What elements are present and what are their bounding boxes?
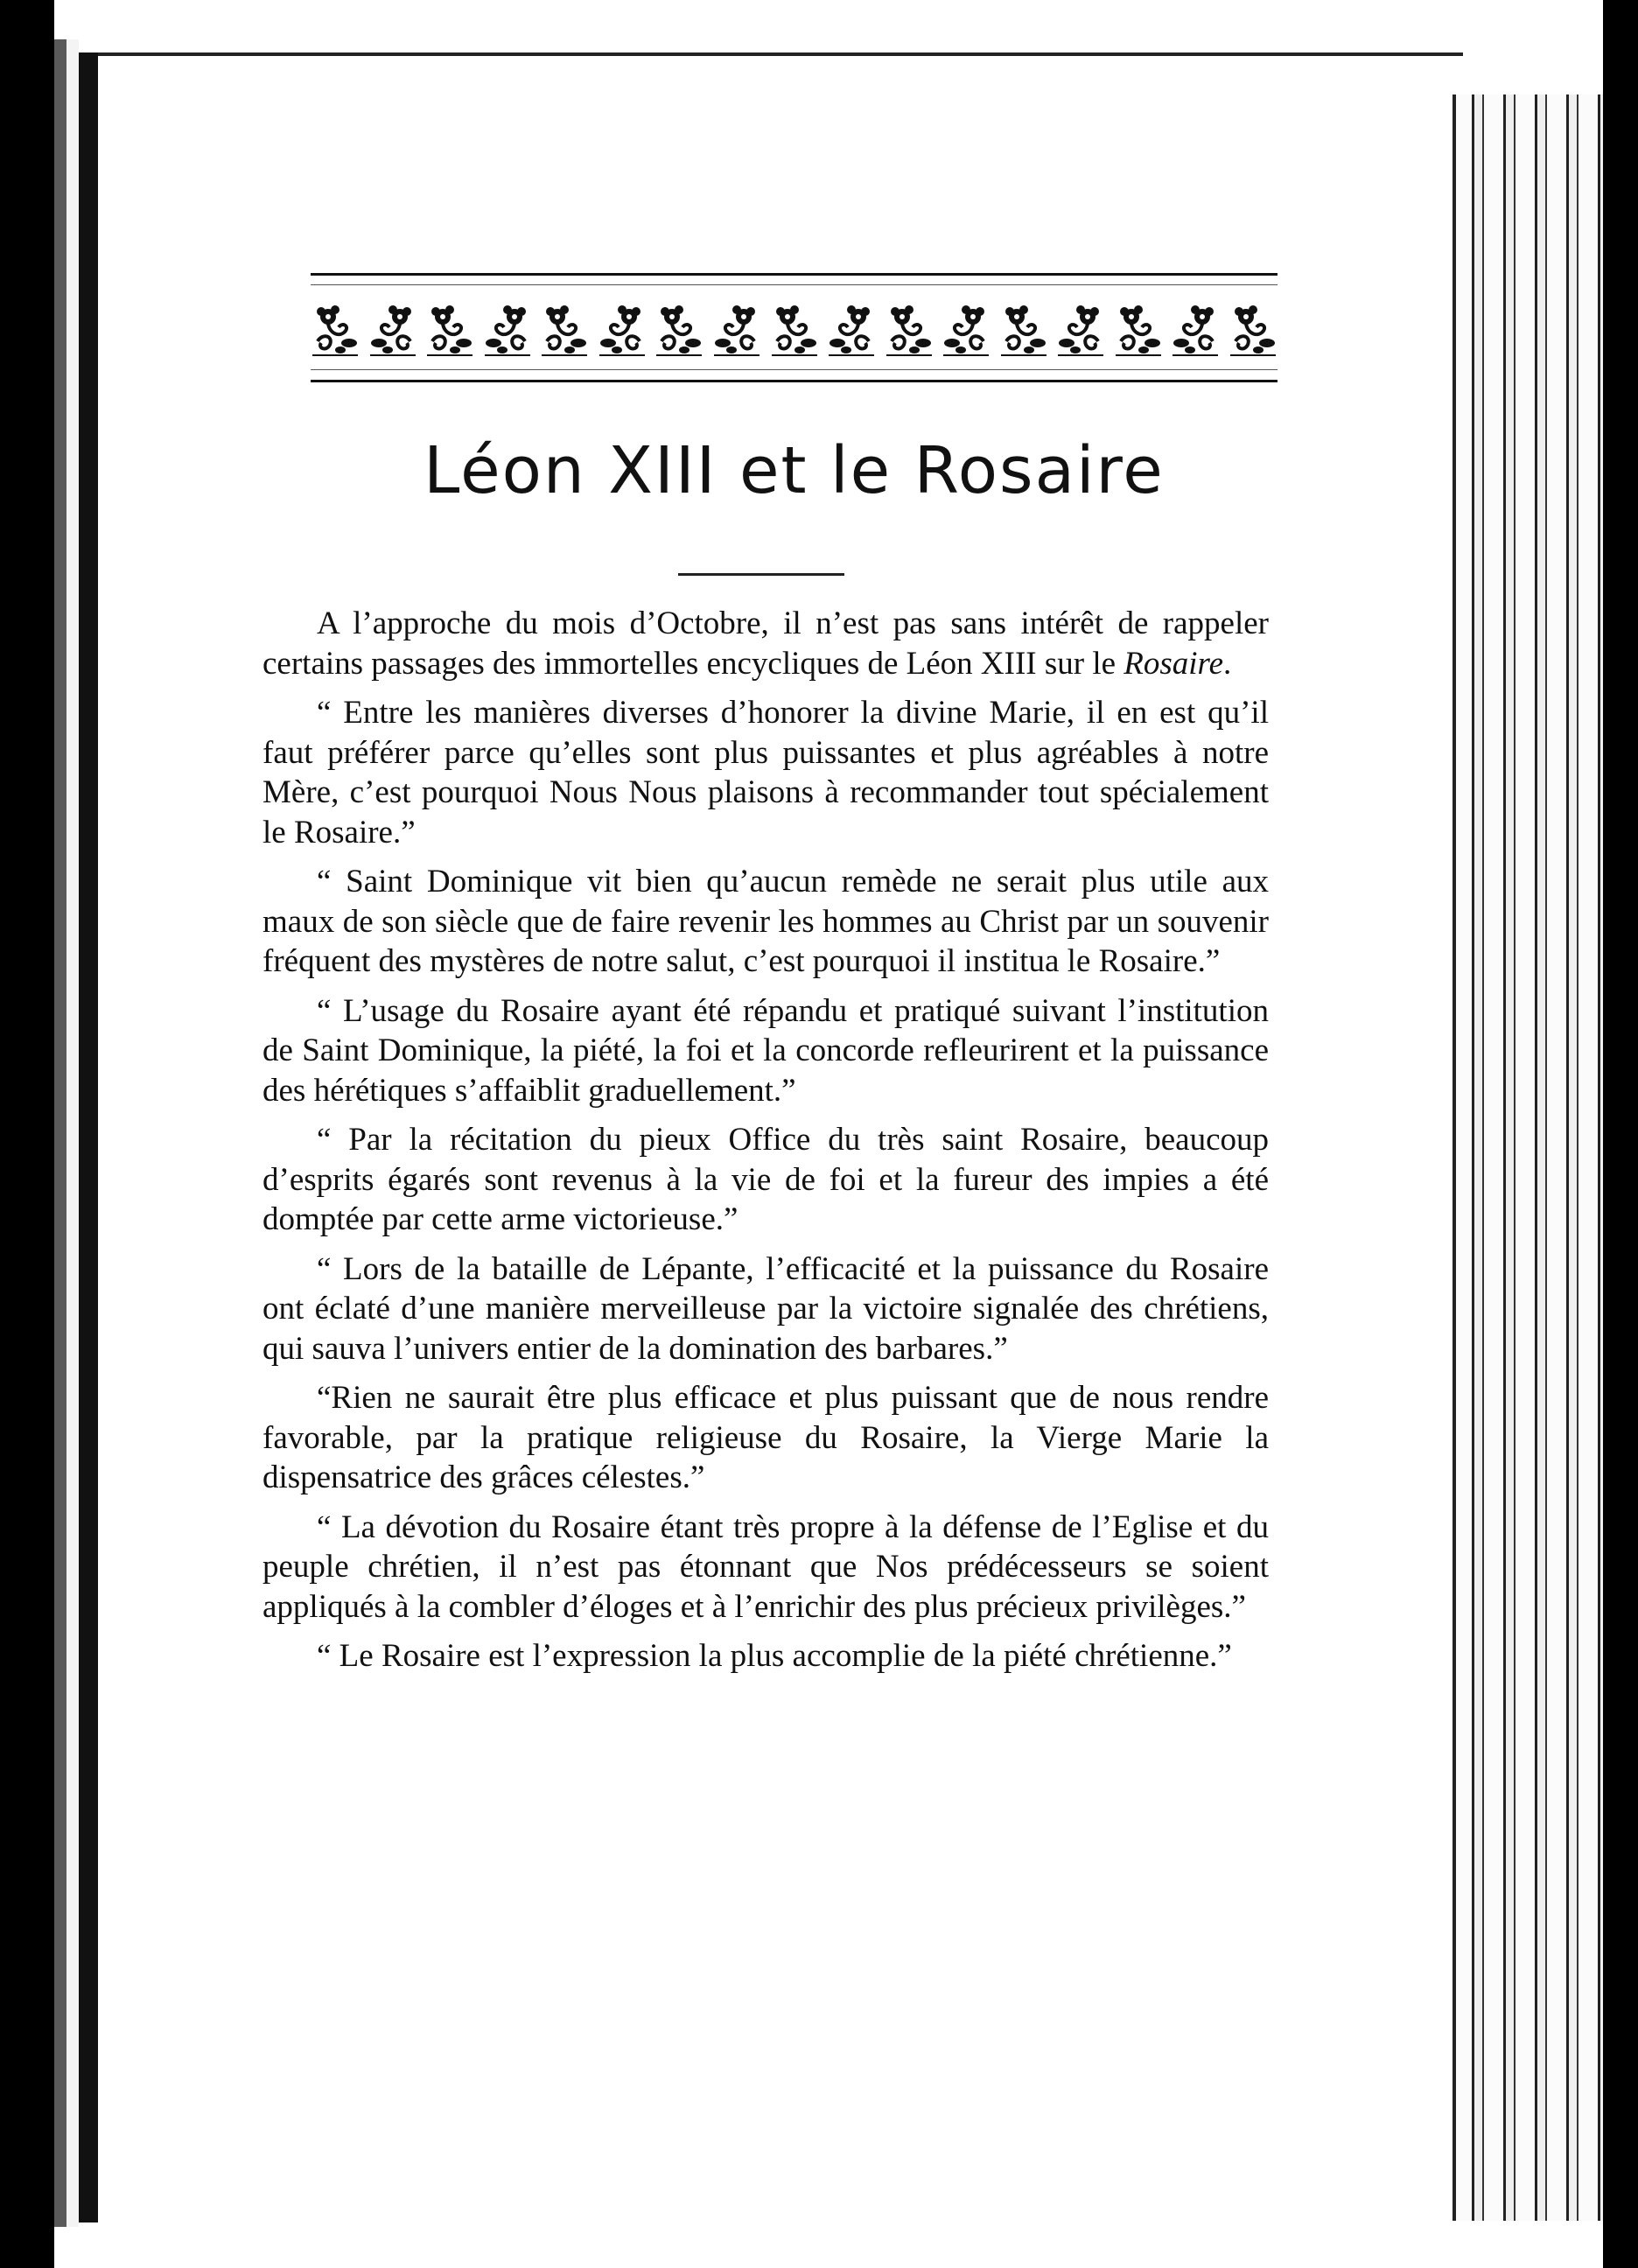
flower-ornament-icon — [1056, 298, 1105, 359]
flower-ornament-icon — [770, 298, 819, 359]
ornament-rule-top — [311, 273, 1278, 276]
ornament-rule-top-thin — [311, 284, 1278, 285]
page-top-edge — [98, 52, 1463, 56]
paragraph — [262, 604, 1269, 683]
flower-ornament-icon — [1228, 298, 1278, 359]
flower-ornament-icon — [540, 298, 589, 359]
flower-ornament-icon — [999, 298, 1048, 359]
paragraph: “ Saint Dominique vit bien qu’aucun remède ne serait plus utile aux maux de son siècle que de faire revenir les hommes au Christ par un souvenir fréquent des mystères de notre salut, c’est pourquoi il institua le Rosaire.” — [262, 864, 1269, 979]
ornament-rule-bottom-thin — [311, 369, 1278, 370]
floral-border-ornament — [311, 273, 1278, 391]
flower-ornament-icon — [712, 298, 761, 359]
flower-ornament-icon — [885, 298, 934, 359]
paragraph: “ L’usage du Rosaire ayant été répandu et pratiqué suivant l’institution de Saint Dominique, la piété, la foi et la concorde refleurirent et la puissance des hérétiques s’affaiblit graduellement.” — [262, 992, 1269, 1109]
flower-ornament-icon — [311, 298, 360, 359]
article-body — [262, 604, 1269, 1686]
flower-ornament-icon — [942, 298, 990, 359]
page-title: Léon XIII et le Rosaire — [424, 433, 1165, 508]
flower-ornament-icon — [1171, 298, 1220, 359]
book-spine — [79, 52, 98, 2222]
paragraph: “Rien ne saurait être plus efficace et plus puissant que de nous rendre favorable, par la pratique religieuse du Rosaire, la Vierge Marie la dispensatrice des grâces célestes.” — [262, 1380, 1269, 1495]
flower-ornament-icon — [1114, 298, 1163, 359]
paragraph: “ Lors de la bataille de Lépante, l’efficacité et la puissance du Rosaire ont éclaté d’une manière merveilleuse par la victoire signalée des chrétiens, qui sauva l’univers entier de la domination des barbares.” — [262, 1250, 1269, 1367]
ornament-rule-bottom — [311, 380, 1278, 382]
flower-ornament-icon — [654, 298, 704, 359]
page-right-edge — [1452, 94, 1456, 2221]
flower-ornament-icon — [598, 298, 647, 359]
previous-page-edge — [66, 39, 79, 2227]
flower-ornament-icon — [425, 298, 474, 359]
flower-ornament-icon — [827, 298, 876, 359]
paragraph: “ Entre les manières diverses d’honorer la divine Marie, il en est qu’il faut préférer parce qu’elles sont plus puissantes et plus agréables à notre Mère, c’est pourquoi Nous Nous plaisons à recommander tout spécialement le Rosaire.” — [262, 695, 1269, 850]
paragraph-text-end: . — [1223, 645, 1232, 682]
paragraph: “ La dévotion du Rosaire étant très propre à la défense de l’Eglise et du peuple chrétien, il n’est pas étonnant que Nos prédécesseurs se soient appliqués à la combler d’éloges et à l’enrichir des plus précieux privilèges.” — [262, 1508, 1269, 1625]
italic-term: Rosaire — [1124, 645, 1224, 682]
flower-ornament-icon — [368, 298, 417, 359]
title-underline — [678, 573, 844, 576]
flower-ornament-icon — [483, 298, 532, 359]
stacked-page-edges — [1452, 94, 1603, 2221]
paragraph: “ Par la récitation du pieux Office du très saint Rosaire, beaucoup d’esprits égarés sont revenus à la vie de foi et la fureur des impies a été domptée par cette arme victorieuse.” — [262, 1122, 1269, 1237]
ornament-band — [311, 292, 1278, 364]
scan-border-left — [0, 0, 54, 2268]
paragraph-text: A l’approche du mois d’Octobre, il n’est pas sans intérêt de rappeler certains passages des immortelles encycliques de Léon XIII sur le — [262, 606, 1269, 682]
binding-edge — [54, 39, 66, 2227]
paragraph: “ Le Rosaire est l’expression la plus accomplie de la piété chrétienne.” — [317, 1638, 1232, 1674]
scan-border-right — [1603, 0, 1638, 2268]
